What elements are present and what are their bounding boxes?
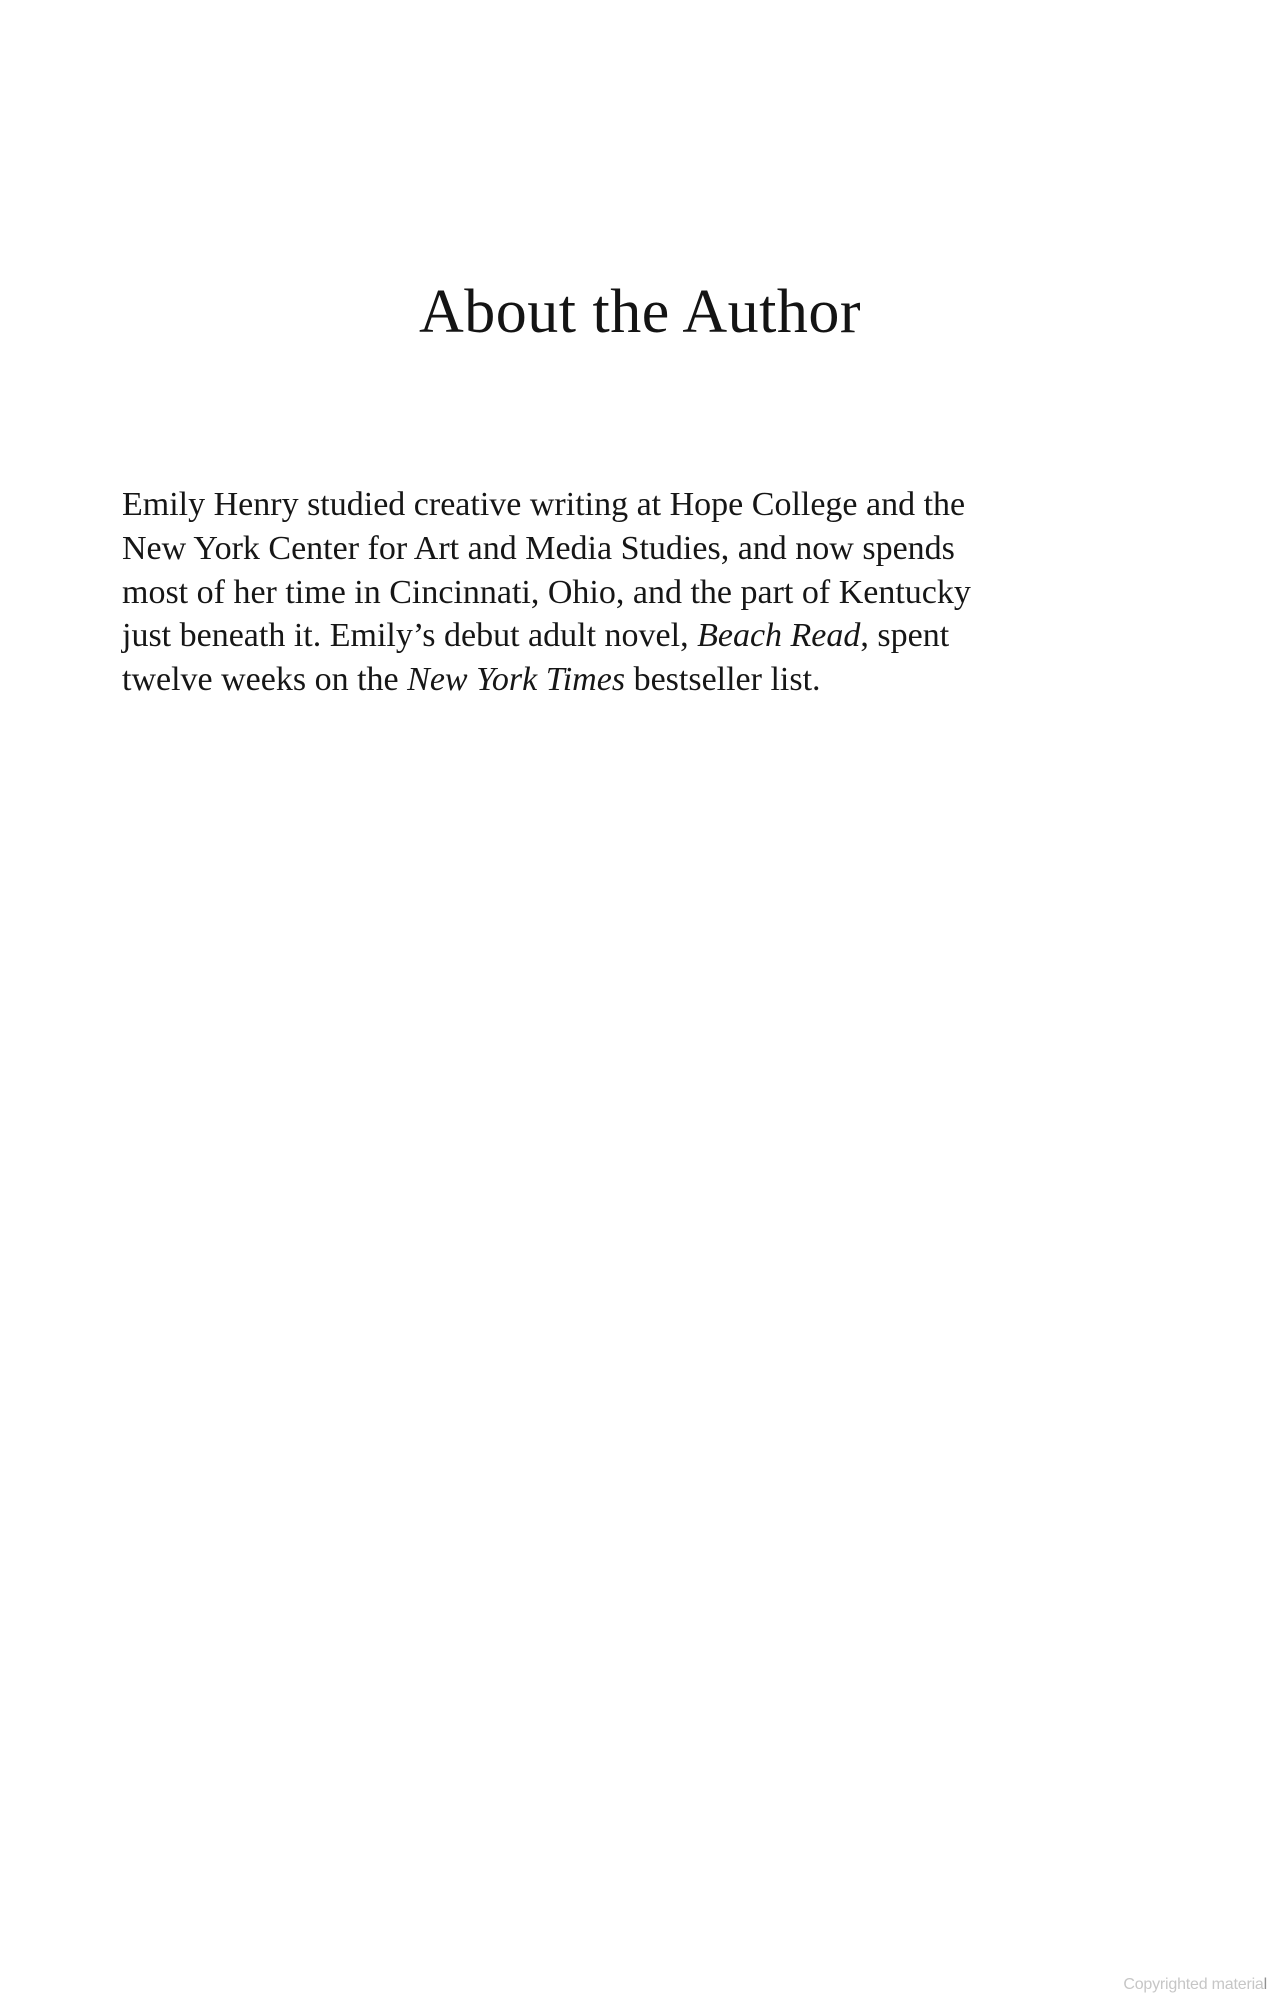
paragraph-line: Emily Henry studied creative writing at Hope College and the bbox=[122, 486, 966, 523]
page-title: About the Author bbox=[419, 278, 861, 346]
paragraph-line: most of her time in Cincinnati, Ohio, and the part of Kentucky bbox=[122, 573, 971, 611]
paragraph-line: twelve weeks on the New York Times bestseller list. bbox=[122, 661, 821, 698]
about-author-paragraph bbox=[122, 483, 1152, 702]
paragraph-line: just beneath it. Emily’s debut adult novel, Beach Read, spent bbox=[122, 617, 950, 655]
paragraph-line: New York Center for Art and Media Studies, and now spends bbox=[122, 529, 955, 567]
copyright-watermark: Copyrighted material bbox=[1123, 1976, 1267, 1993]
